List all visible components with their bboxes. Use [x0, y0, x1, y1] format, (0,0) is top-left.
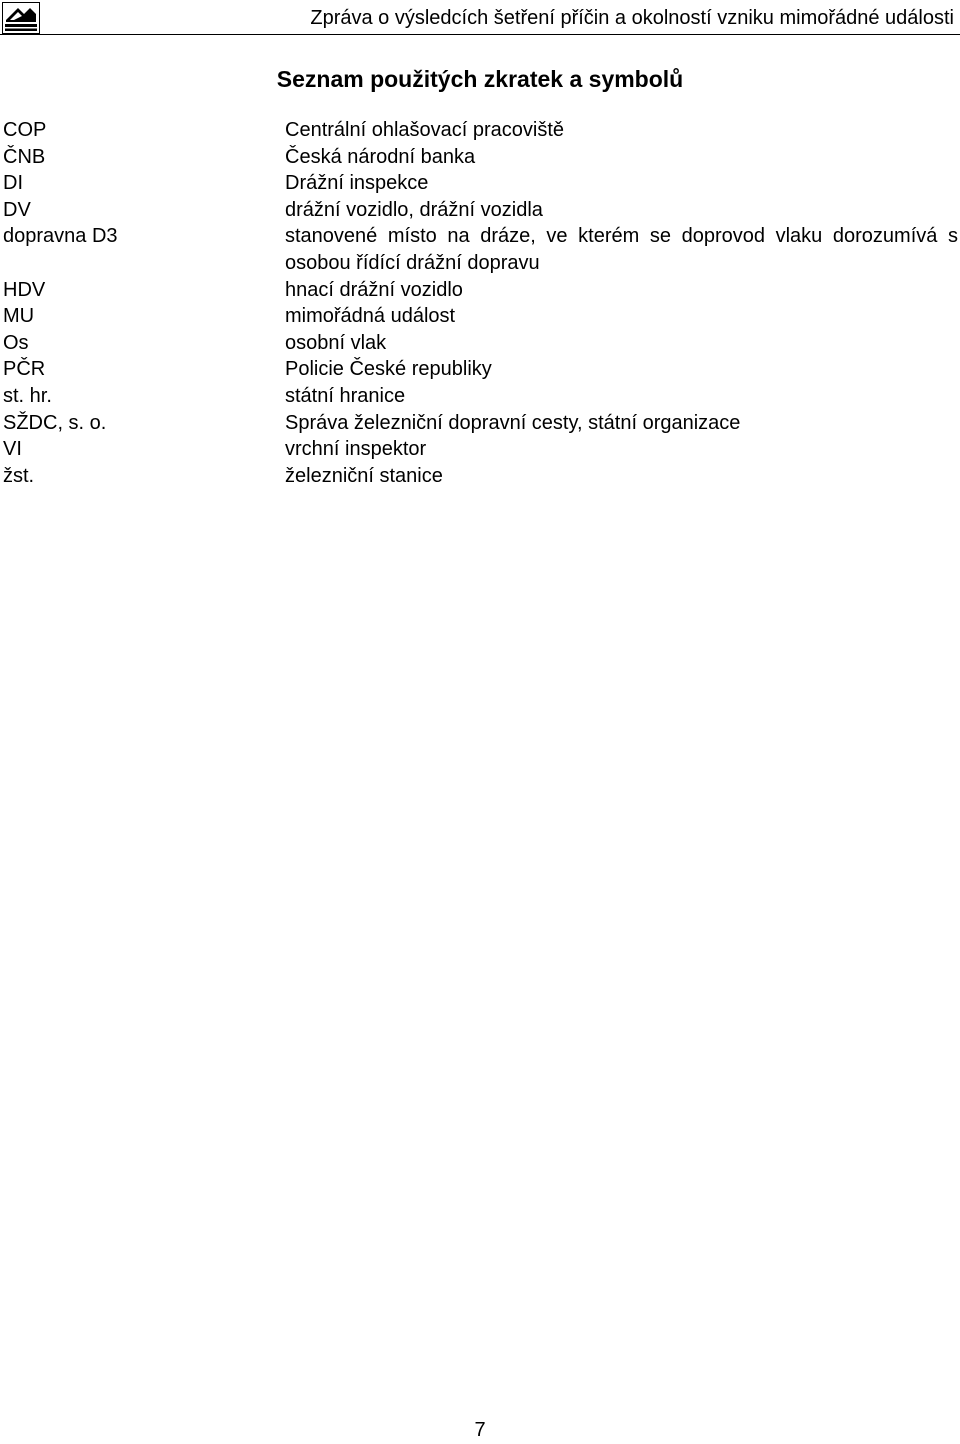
abbreviation-meaning: Policie České republiky: [285, 358, 492, 381]
abbreviation-meaning: Centrální ohlašovací pracoviště: [285, 119, 565, 141]
page-header: [0, 0, 960, 36]
list-item: [3, 277, 958, 304]
abbreviation-term: DV: [3, 198, 31, 221]
list-item: [3, 197, 958, 224]
list-item: [3, 436, 958, 463]
abbreviation-meaning: hnací drážní vozidlo: [285, 278, 463, 301]
abbreviation-term: HDV: [3, 278, 46, 301]
abbreviation-term: žst.: [3, 464, 35, 487]
header-title: Zpráva o výsledcích šetření příčin a okolností vzniku mimořádné události: [310, 7, 954, 29]
abbreviation-term: MU: [3, 305, 35, 328]
abbreviation-term: DI: [3, 172, 23, 195]
abbreviation-meaning: Správa železniční dopravní cesty, státní organizace: [285, 411, 741, 434]
drazni-inspekce-logo: [2, 2, 40, 34]
list-item: [3, 330, 958, 357]
abbreviation-term: st. hr.: [3, 384, 52, 407]
list-item: [3, 223, 958, 276]
page-title: Seznam použitých zkratek a symbolů: [276, 66, 684, 92]
list-item: [3, 117, 958, 144]
abbreviation-term: COP: [3, 119, 47, 141]
abbreviation-term: VI: [3, 438, 22, 461]
abbreviation-term: ČNB: [3, 145, 46, 168]
abbreviation-meaning: stanovené místo na dráze, ve kterém se doprovod vlaku dorozumívá s osobou řídící drážní dopravu: [285, 225, 958, 274]
abbreviation-meaning: státní hranice: [285, 384, 406, 407]
page-number: 7: [474, 1419, 486, 1441]
list-item: [3, 410, 958, 437]
list-item: [3, 303, 958, 330]
header-divider: [0, 34, 960, 35]
abbreviation-term: PČR: [3, 358, 46, 381]
abbreviation-meaning: Drážní inspekce: [285, 172, 429, 195]
list-item: [3, 144, 958, 171]
abbreviation-meaning: osobní vlak: [285, 331, 387, 354]
list-item: [3, 170, 958, 197]
abbreviation-meaning: drážní vozidlo, drážní vozidla: [285, 198, 543, 221]
abbreviation-term: dopravna D3: [3, 225, 118, 248]
abbreviation-term: Os: [3, 331, 29, 354]
abbreviation-term: SŽDC, s. o.: [3, 411, 107, 434]
abbreviation-meaning: mimořádná událost: [285, 305, 456, 328]
list-item: [3, 383, 958, 410]
list-item: [3, 356, 958, 383]
list-item: [3, 463, 958, 490]
abbreviation-meaning: Česká národní banka: [285, 145, 476, 168]
abbreviation-list: [3, 117, 958, 489]
abbreviation-meaning: vrchní inspektor: [285, 438, 427, 461]
abbreviation-meaning: železniční stanice: [285, 464, 443, 487]
